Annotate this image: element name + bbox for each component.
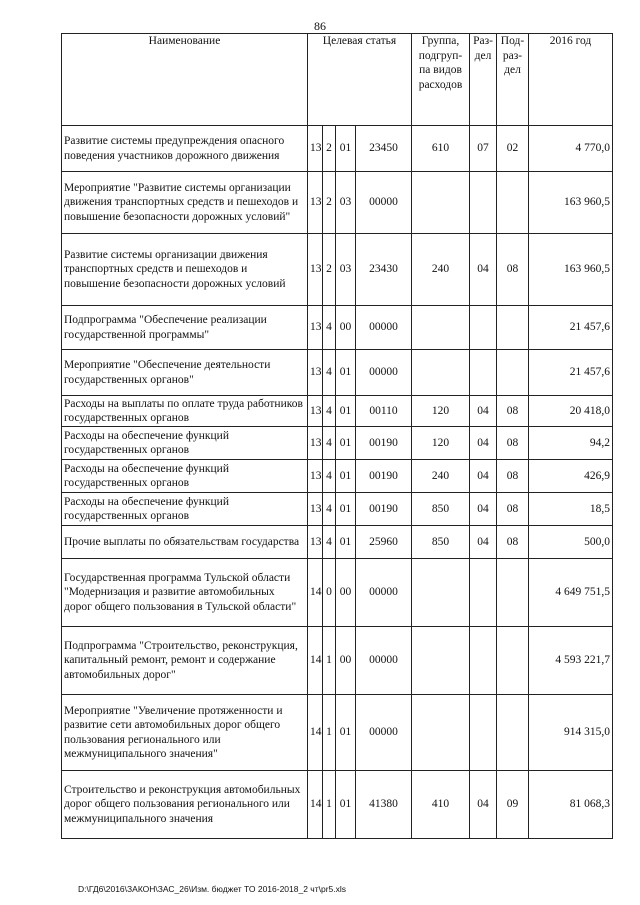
subsection-code — [497, 695, 529, 771]
section-code — [470, 695, 497, 771]
row-name: Развитие системы предупреждения опасного поведения участников дорожного движения — [62, 126, 308, 172]
subsection-code: 02 — [497, 126, 529, 172]
target-measure: 01 — [336, 126, 356, 172]
section-code: 04 — [470, 234, 497, 306]
expense-group — [412, 695, 470, 771]
subsection-code — [497, 350, 529, 396]
table-row — [62, 427, 613, 460]
target-subprogram: 4 — [323, 350, 336, 396]
target-program: 13 — [308, 126, 323, 172]
subsection-code: 08 — [497, 526, 529, 559]
section-code: 04 — [470, 396, 497, 427]
table-row — [62, 526, 613, 559]
subsection-code — [497, 627, 529, 695]
row-name: Расходы на обеспечение функций государственных органов — [62, 460, 308, 493]
target-subprogram: 2 — [323, 126, 336, 172]
subsection-code: 08 — [497, 460, 529, 493]
amount-2016: 4 770,0 — [529, 126, 613, 172]
header-target-article: Целевая статья — [308, 34, 412, 126]
expense-group: 850 — [412, 526, 470, 559]
target-direction: 00000 — [356, 695, 412, 771]
target-measure: 01 — [336, 771, 356, 839]
subsection-code: 09 — [497, 771, 529, 839]
row-name: Развитие системы организации движения транспортных средств и пешеходов и повышение безопасности дорожных условий — [62, 234, 308, 306]
row-name: Расходы на выплаты по оплате труда работников государственных органов — [62, 396, 308, 427]
subsection-code — [497, 559, 529, 627]
expense-group: 610 — [412, 126, 470, 172]
subsection-code: 08 — [497, 493, 529, 526]
target-program: 13 — [308, 396, 323, 427]
expense-group: 240 — [412, 460, 470, 493]
row-name: Подпрограмма "Обеспечение реализации государственной программы" — [62, 306, 308, 350]
row-name: Расходы на обеспечение функций государственных органов — [62, 493, 308, 526]
target-direction: 00000 — [356, 350, 412, 396]
section-code: 04 — [470, 771, 497, 839]
target-measure: 01 — [336, 396, 356, 427]
budget-table — [61, 33, 613, 839]
target-subprogram: 4 — [323, 427, 336, 460]
target-direction: 41380 — [356, 771, 412, 839]
target-subprogram: 4 — [323, 460, 336, 493]
target-direction: 00000 — [356, 306, 412, 350]
header-row — [62, 34, 613, 126]
expense-group: 120 — [412, 396, 470, 427]
amount-2016: 4 649 751,5 — [529, 559, 613, 627]
table-row — [62, 396, 613, 427]
target-direction: 00000 — [356, 627, 412, 695]
subsection-code — [497, 306, 529, 350]
amount-2016: 500,0 — [529, 526, 613, 559]
target-program: 13 — [308, 172, 323, 234]
amount-2016: 21 457,6 — [529, 350, 613, 396]
section-code — [470, 306, 497, 350]
expense-group: 240 — [412, 234, 470, 306]
section-code — [470, 559, 497, 627]
page-number: 86 — [314, 19, 326, 33]
target-direction: 00190 — [356, 493, 412, 526]
amount-2016: 426,9 — [529, 460, 613, 493]
target-measure: 03 — [336, 234, 356, 306]
amount-2016: 4 593 221,7 — [529, 627, 613, 695]
target-direction: 00110 — [356, 396, 412, 427]
table-row — [62, 306, 613, 350]
target-program: 14 — [308, 559, 323, 627]
target-measure: 01 — [336, 493, 356, 526]
target-program: 14 — [308, 695, 323, 771]
subsection-code: 08 — [497, 234, 529, 306]
row-name: Прочие выплаты по обязательствам государства — [62, 526, 308, 559]
target-measure: 01 — [336, 427, 356, 460]
target-direction: 00190 — [356, 427, 412, 460]
amount-2016: 94,2 — [529, 427, 613, 460]
target-measure: 00 — [336, 306, 356, 350]
table-row — [62, 627, 613, 695]
section-code: 04 — [470, 493, 497, 526]
section-code: 07 — [470, 126, 497, 172]
expense-group — [412, 172, 470, 234]
row-name: Мероприятие "Увеличение протяженности и развитие сети автомобильных дорог общего пользования регионального или межмуниципального значения" — [62, 695, 308, 771]
subsection-code: 08 — [497, 396, 529, 427]
table-row — [62, 350, 613, 396]
amount-2016: 163 960,5 — [529, 234, 613, 306]
row-name: Мероприятие "Развитие системы организации движения транспортных средств и пешеходов и повышение безопасности дорожных условий" — [62, 172, 308, 234]
section-code — [470, 350, 497, 396]
header-name: Наименование — [62, 34, 308, 126]
target-subprogram: 1 — [323, 695, 336, 771]
row-name: Мероприятие "Обеспечение деятельности государственных органов" — [62, 350, 308, 396]
expense-group — [412, 627, 470, 695]
header-expense-group: Группа, подгруп-па видов расходов — [412, 34, 470, 126]
section-code — [470, 172, 497, 234]
target-program: 13 — [308, 460, 323, 493]
table-row — [62, 172, 613, 234]
table-row — [62, 771, 613, 839]
target-program: 13 — [308, 427, 323, 460]
row-name: Строительство и реконструкция автомобильных дорог общего пользования регионального или межмуниципального значения — [62, 771, 308, 839]
subsection-code: 08 — [497, 427, 529, 460]
header-section: Раз-дел — [470, 34, 497, 126]
header-subsection: Под-раз-дел — [497, 34, 529, 126]
target-measure: 01 — [336, 526, 356, 559]
target-subprogram: 4 — [323, 396, 336, 427]
amount-2016: 18,5 — [529, 493, 613, 526]
target-measure: 01 — [336, 460, 356, 493]
target-program: 14 — [308, 771, 323, 839]
amount-2016: 21 457,6 — [529, 306, 613, 350]
target-subprogram: 2 — [323, 172, 336, 234]
section-code — [470, 627, 497, 695]
target-measure: 03 — [336, 172, 356, 234]
expense-group — [412, 306, 470, 350]
target-subprogram: 1 — [323, 627, 336, 695]
target-subprogram: 2 — [323, 234, 336, 306]
expense-group — [412, 350, 470, 396]
target-subprogram: 1 — [323, 771, 336, 839]
target-program: 13 — [308, 493, 323, 526]
target-program: 13 — [308, 350, 323, 396]
table-row — [62, 126, 613, 172]
table-body — [62, 126, 613, 839]
target-measure: 01 — [336, 695, 356, 771]
subsection-code — [497, 172, 529, 234]
amount-2016: 914 315,0 — [529, 695, 613, 771]
table-row — [62, 493, 613, 526]
target-measure: 00 — [336, 627, 356, 695]
row-name: Государственная программа Тульской области "Модернизация и развитие автомобильных дорог общего пользования в Тульской области" — [62, 559, 308, 627]
section-code: 04 — [470, 460, 497, 493]
expense-group: 410 — [412, 771, 470, 839]
header-year: 2016 год — [529, 34, 613, 126]
target-measure: 01 — [336, 350, 356, 396]
target-program: 14 — [308, 627, 323, 695]
expense-group — [412, 559, 470, 627]
table-row — [62, 559, 613, 627]
target-subprogram: 4 — [323, 493, 336, 526]
section-code: 04 — [470, 427, 497, 460]
target-program: 13 — [308, 306, 323, 350]
target-direction: 23430 — [356, 234, 412, 306]
section-code: 04 — [470, 526, 497, 559]
target-program: 13 — [308, 526, 323, 559]
target-subprogram: 4 — [323, 306, 336, 350]
target-measure: 00 — [336, 559, 356, 627]
target-program: 13 — [308, 234, 323, 306]
file-path-footer: D:\ГД6\2016\ЗАКОН\ЗАС_26\Изм. бюджет ТО 2016-2018_2 чт\pr5.xls — [78, 884, 347, 894]
target-subprogram: 0 — [323, 559, 336, 627]
target-direction: 00190 — [356, 460, 412, 493]
amount-2016: 163 960,5 — [529, 172, 613, 234]
target-direction: 00000 — [356, 559, 412, 627]
row-name: Подпрограмма "Строительство, реконструкция, капитальный ремонт, ремонт и содержание автомобильных дорог" — [62, 627, 308, 695]
row-name: Расходы на обеспечение функций государственных органов — [62, 427, 308, 460]
target-direction: 23450 — [356, 126, 412, 172]
table-row — [62, 695, 613, 771]
target-direction: 00000 — [356, 172, 412, 234]
target-direction: 25960 — [356, 526, 412, 559]
amount-2016: 81 068,3 — [529, 771, 613, 839]
expense-group: 120 — [412, 427, 470, 460]
table-row — [62, 234, 613, 306]
target-subprogram: 4 — [323, 526, 336, 559]
expense-group: 850 — [412, 493, 470, 526]
table-row — [62, 460, 613, 493]
amount-2016: 20 418,0 — [529, 396, 613, 427]
